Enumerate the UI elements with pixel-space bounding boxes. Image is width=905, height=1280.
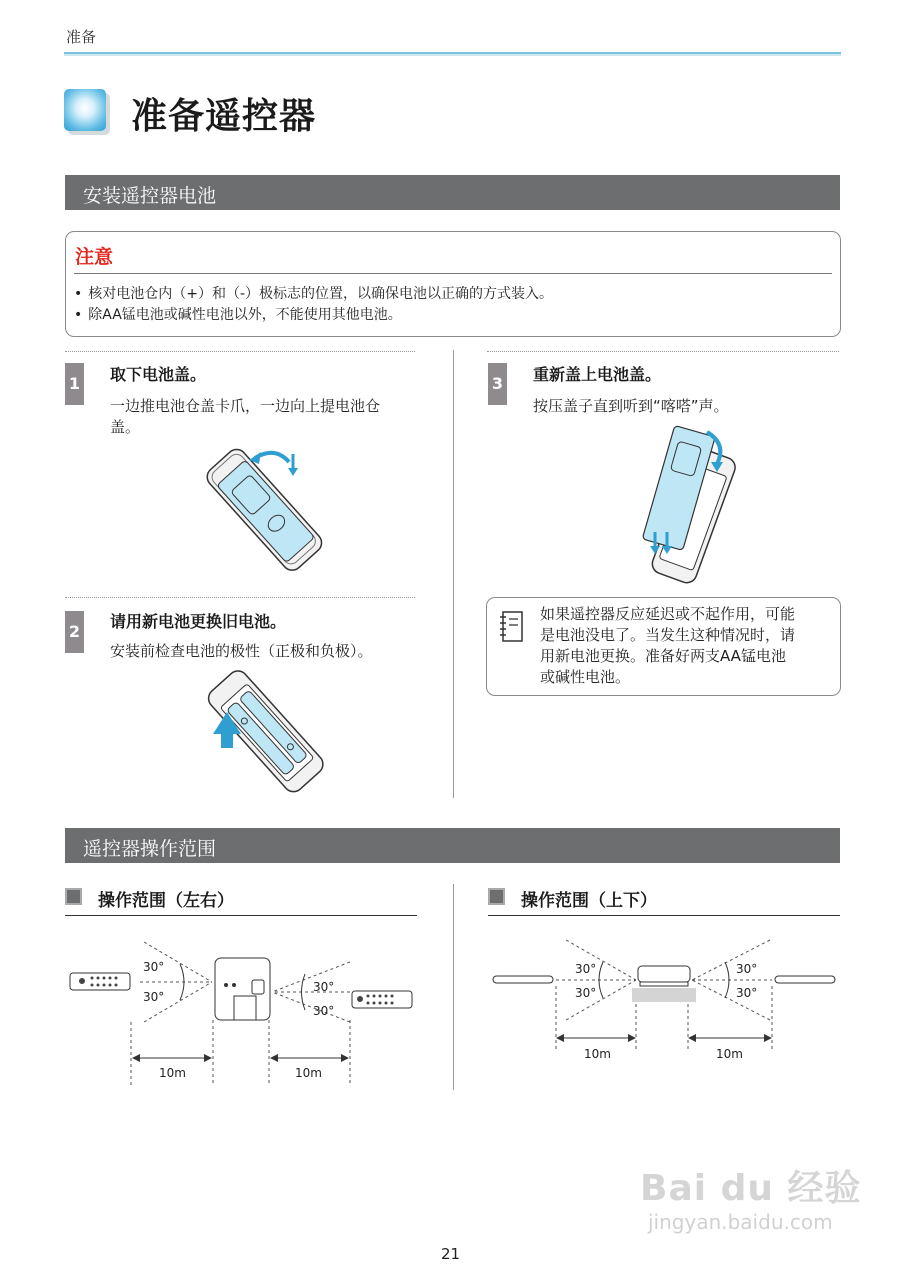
angle-label-lr: 30°	[313, 1004, 335, 1018]
projector-side-icon	[632, 966, 696, 1002]
page-number: 21	[441, 1245, 461, 1263]
remote-right-icon	[352, 991, 412, 1008]
header-rule	[64, 52, 841, 56]
step-divider	[487, 351, 839, 352]
watermark-logo: Bai du 经验	[640, 1168, 862, 1209]
subheading-square-icon	[488, 888, 505, 905]
page-title: 准备遥控器	[131, 96, 317, 137]
subheading-rule	[488, 915, 840, 916]
caution-list	[74, 284, 553, 326]
angle-label-ud: 30°	[736, 986, 758, 1000]
caution-item: • 除AA锰电池或碱性电池以外，不能使用其他电池。	[74, 305, 553, 326]
remote-side-left-icon	[493, 976, 553, 983]
step-divider	[65, 351, 415, 352]
range-lr-diagram	[60, 930, 425, 1085]
remote-cover-removal-illustration	[195, 440, 335, 580]
step-title-2: 请用新电池更换旧电池。	[110, 612, 287, 631]
notebook-icon	[497, 610, 525, 644]
step-text-1a: 一边推电池仓盖卡爪，一边向上提电池仓	[110, 397, 381, 415]
angle-label-ud: 30°	[736, 962, 758, 976]
angle-label-ud: 30°	[575, 986, 597, 1000]
note-line: 是电池没电了。当发生这种情况时，请	[540, 626, 796, 644]
battery-replacement-illustration	[195, 670, 335, 795]
distance-label-ud: 10m	[584, 1047, 611, 1061]
step-number-1: 1	[65, 363, 84, 405]
section-heading-battery	[65, 175, 840, 210]
range-ud-title: 操作范围（上下）	[521, 891, 657, 911]
step-title-3: 重新盖上电池盖。	[533, 365, 662, 384]
column-divider	[453, 350, 454, 798]
subheading-square-icon	[65, 888, 82, 905]
angle-label-ud: 30°	[575, 962, 597, 976]
caution-box	[65, 231, 841, 337]
remote-left-icon	[70, 973, 130, 990]
section-heading-range	[65, 828, 840, 863]
running-head: 准备	[66, 28, 97, 46]
column-divider	[453, 884, 454, 1090]
step-divider	[65, 597, 415, 598]
range-ud-diagram	[488, 930, 840, 1070]
projector-top-icon	[215, 958, 270, 1020]
note-box	[486, 597, 841, 696]
cover-reattach-illustration	[615, 420, 755, 585]
caution-divider	[74, 273, 832, 274]
distance-label-lr: 10m	[295, 1066, 322, 1080]
angle-label-lr: 30°	[143, 960, 165, 974]
caution-item: • 核对电池仓内（+）和（-）极标志的位置，以确保电池以正确的方式装入。	[74, 284, 553, 305]
angle-label-lr: 30°	[143, 990, 165, 1004]
step-text-2: 安装前检查电池的极性（正极和负极）。	[110, 642, 373, 660]
distance-label-ud: 10m	[716, 1047, 743, 1061]
note-line: 用新电池更换。准备好两支AA锰电池	[540, 647, 786, 665]
section-heading-text: 安装遥控器电池	[83, 185, 217, 207]
title-bullet-icon	[64, 89, 106, 131]
step-number-2: 2	[65, 611, 84, 653]
step-text-1b: 盖。	[110, 418, 141, 436]
step-text-3: 按压盖子直到听到“喀嗒”声。	[533, 397, 729, 415]
note-line: 如果遥控器反应延迟或不起作用，可能	[540, 605, 796, 623]
caution-title: 注意	[75, 246, 114, 268]
remote-side-right-icon	[775, 976, 835, 983]
watermark-url: jingyan.baidu.com	[648, 1210, 833, 1234]
step-number-3: 3	[488, 363, 507, 405]
subheading-rule	[65, 915, 417, 916]
range-lr-title: 操作范围（左右）	[98, 891, 234, 911]
step-title-1: 取下电池盖。	[110, 365, 207, 384]
angle-label-lr: 30°	[313, 980, 335, 994]
section-heading-text: 遥控器操作范围	[83, 838, 217, 860]
distance-label-lr: 10m	[159, 1066, 186, 1080]
note-line: 或碱性电池。	[540, 668, 631, 686]
note-text	[540, 604, 832, 688]
